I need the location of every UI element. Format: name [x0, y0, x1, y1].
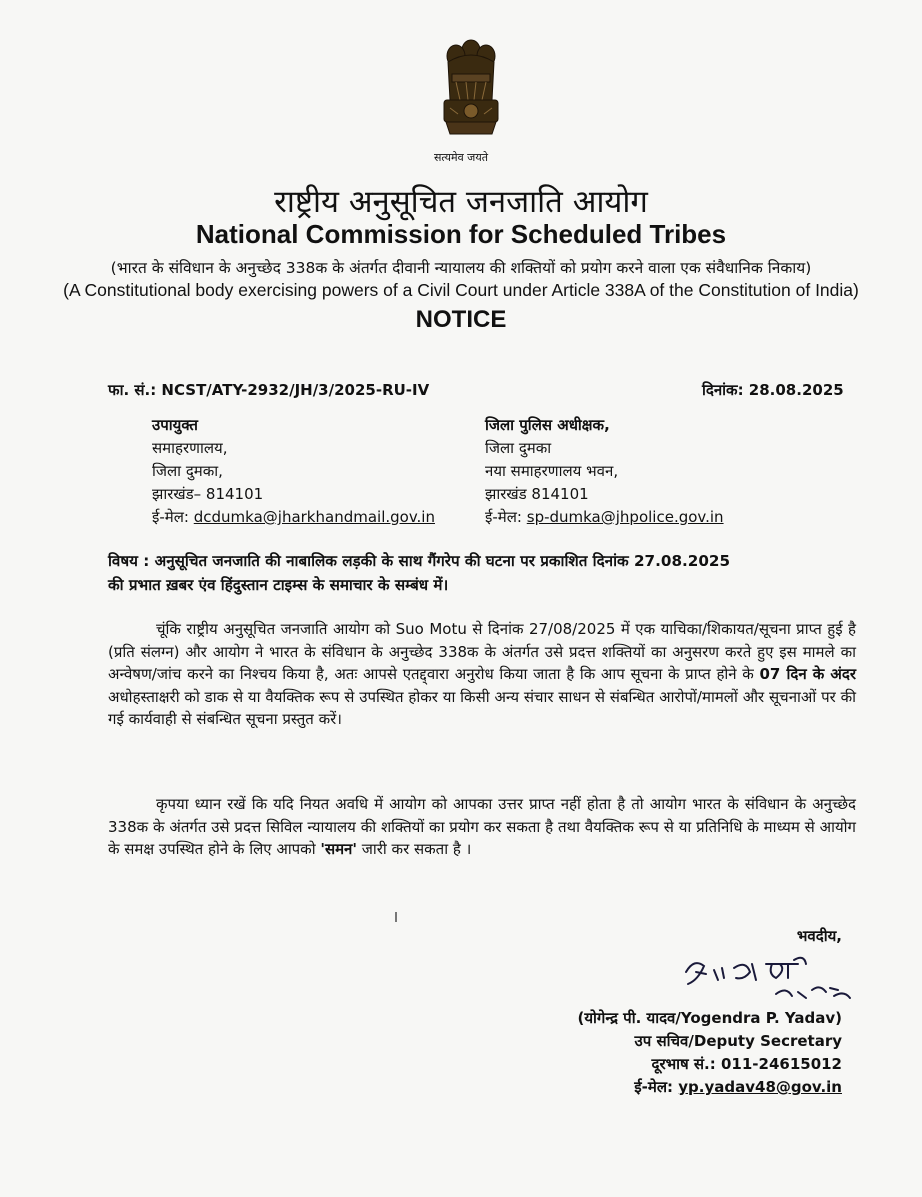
addressee-email-row	[485, 506, 724, 529]
commission-title-english: National Commission for Scheduled Tribes	[195, 219, 727, 249]
deadline-text: 07 दिन के अंदर	[759, 665, 856, 683]
file-number: फा. सं.: NCST/ATY-2932/JH/3/2025-RU-IV	[108, 381, 430, 399]
handwritten-signature-icon	[676, 950, 886, 1012]
notice-date: दिनांक: 28.08.2025	[702, 381, 844, 399]
body-paragraph-2	[108, 793, 856, 861]
addressee-designation: जिला पुलिस अधीक्षक,	[485, 416, 610, 434]
paragraph-text: कृपया ध्यान रखें कि यदि नियत अवधि में आयोग को आपका उत्तर प्राप्त नहीं होता है तो आयोग भारत के संविधान के अनुच्छेद 338क के अंतर्गत उसे प्रदत्त सिविल न्यायालय की शक्तियों का प्रयोग कर सकता है तथा वैयक्तिक रूप से या प्रतिनिधि के माध्यम से आयोग के समक्ष उपस्थित होने के लिए आपको	[108, 795, 856, 858]
addressee-line: झारखंड 814101	[485, 485, 589, 503]
signatory-block	[577, 1007, 842, 1099]
signatory-email-link[interactable]: yp.yadav48@gov.in	[678, 1078, 842, 1096]
national-emblem-icon	[426, 30, 516, 156]
email-label: ई-मेल:	[152, 508, 194, 526]
addressee-line: जिला दुमका	[485, 439, 552, 457]
subject	[108, 549, 878, 597]
signatory-designation: उप सचिव/Deputy Secretary	[634, 1032, 842, 1050]
scan-mark	[395, 912, 397, 922]
dc-email-link[interactable]: dcdumka@jharkhandmail.gov.in	[193, 508, 435, 526]
email-label: ई-मेल:	[485, 508, 527, 526]
summons-text: 'समन'	[320, 840, 357, 858]
commission-title-hindi: राष्ट्रीय अनुसूचित जनजाति आयोग	[274, 184, 648, 220]
sp-email-link[interactable]: sp-dumka@jhpolice.gov.in	[526, 508, 724, 526]
signatory-phone: दूरभाष सं.: 011-24615012	[651, 1055, 842, 1073]
addressee-line: समाहरणालय,	[152, 439, 228, 457]
paragraph-text: जारी कर सकता है ।	[356, 840, 472, 858]
addressee-line: जिला दुमका,	[152, 462, 223, 480]
constitutional-body-english: (A Constitutional body exercising powers of a Civil Court under Article 338A of the Constitution of India)	[63, 280, 859, 300]
subject-line: की प्रभात ख़बर एंव हिंदुस्तान टाइम्स के समाचार के सम्बंध में।	[108, 576, 449, 594]
closing-salutation: भवदीय,	[796, 927, 842, 945]
addressee-deputy-commissioner	[152, 414, 435, 529]
subject-line: विषय : अनुसूचित जनजाति की नाबालिक लड़की के साथ गैंगरेप की घटना पर प्रकाशित दिनांक 27.08.2025	[108, 552, 731, 570]
emblem-motto: सत्यमेव जयते	[433, 151, 488, 164]
signatory-email-row	[577, 1076, 842, 1099]
addressee-designation: उपायुक्त	[152, 416, 198, 434]
addressee-email-row	[152, 506, 435, 529]
addressee-line: नया समाहरणालय भवन,	[485, 462, 619, 480]
body-paragraph-1	[108, 618, 856, 731]
paragraph-text: चूंकि राष्ट्रीय अनुसूचित जनजाति आयोग को Suo Motu से दिनांक 27/08/2025 में एक याचिका/शिकायत/सूचना प्राप्त हुई है (प्रति संलग्न) और आयोग ने भारत के संविधान के अनुच्छेद 338क के अंतर्गत उसे प्रदत्त शक्तियों का अनुसरण करते हुए इस मामले का अन्वेषण/जांच करने का निश्चय किया है, अतः आपसे एतद्द्वारा अनुरोध किया जाता है कि आप सूचना के प्राप्त होने के	[108, 620, 856, 683]
addressee-line: झारखंड– 814101	[152, 485, 264, 503]
notice-heading: NOTICE	[415, 306, 507, 333]
signatory-name: (योगेन्द्र पी. यादव/Yogendra P. Yadav)	[577, 1009, 842, 1027]
addressee-superintendent-police	[485, 414, 724, 529]
paragraph-text: अधोहस्ताक्षरी को डाक से या वैयक्तिक रूप से उपस्थित होकर या किसी अन्य संचार साधन से संबन्धित आरोपों/मामलों और सूचनाओं पर की गई कार्यवाही से संबन्धित सूचना प्रस्तुत करें।	[108, 687, 856, 728]
constitutional-body-hindi: (भारत के संविधान के अनुच्छेद 338क के अंतर्गत दीवानी न्यायालय की शक्तियों को प्रयोग करने वाला एक संवैधानिक निकाय)	[110, 259, 812, 277]
email-label: ई-मेल:	[634, 1078, 679, 1096]
